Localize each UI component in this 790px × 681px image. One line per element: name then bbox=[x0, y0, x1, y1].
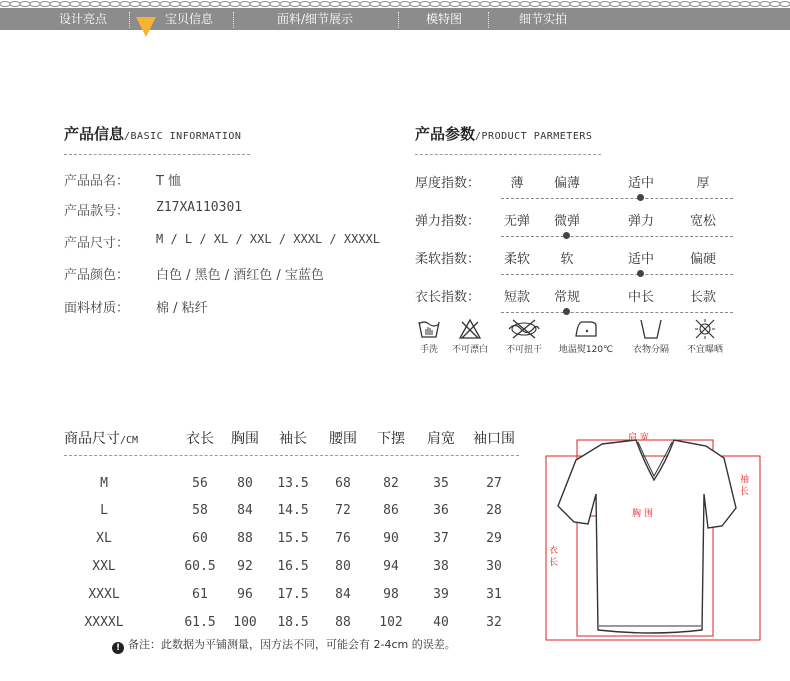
param-label: 柔软指数： bbox=[415, 252, 481, 267]
size-cell: 37 bbox=[433, 531, 449, 546]
param-scale-line bbox=[501, 198, 733, 199]
nav-strip bbox=[0, 8, 790, 30]
no-bleach-icon bbox=[458, 318, 482, 340]
size-cell: 68 bbox=[335, 476, 351, 491]
care-label: 不宜曝晒 bbox=[686, 345, 723, 355]
no-sun-icon bbox=[693, 318, 717, 340]
size-cell: 18.5 bbox=[277, 615, 309, 630]
nav-separator bbox=[398, 12, 399, 28]
care-label: 不可漂白 bbox=[451, 345, 488, 355]
alert-icon: ! bbox=[112, 642, 124, 654]
no-wring-icon bbox=[507, 318, 541, 340]
param-label: 衣长指数： bbox=[415, 290, 481, 305]
nav-tab-design-highlights[interactable]: 设计亮点 bbox=[58, 12, 107, 26]
size-column-header: 腰围 bbox=[329, 431, 357, 447]
size-table-divider bbox=[64, 455, 519, 456]
size-column-header: 下摆 bbox=[377, 431, 405, 447]
size-cell: 16.5 bbox=[277, 559, 309, 574]
param-row bbox=[415, 248, 720, 284]
param-option: 软 bbox=[560, 252, 574, 267]
param-label: 弹力指数： bbox=[415, 214, 481, 229]
size-cell: 60 bbox=[192, 531, 208, 546]
param-option: 中长 bbox=[627, 290, 654, 305]
care-wash-separately bbox=[624, 318, 678, 355]
size-cell: 80 bbox=[335, 559, 351, 574]
param-selected-dot bbox=[637, 194, 644, 201]
size-cell: 80 bbox=[237, 476, 253, 491]
care-no-bleach bbox=[446, 318, 494, 355]
param-selected-dot bbox=[637, 270, 644, 277]
divider bbox=[64, 154, 250, 155]
size-cell: 72 bbox=[335, 503, 351, 518]
product-params-title bbox=[415, 123, 592, 144]
nav-tab-detail-photos[interactable]: 细节实拍 bbox=[518, 12, 567, 26]
size-cell: 31 bbox=[486, 587, 502, 602]
param-option: 偏薄 bbox=[553, 176, 580, 191]
param-option: 常规 bbox=[553, 290, 580, 305]
size-cell: 102 bbox=[379, 615, 403, 630]
size-cell: 29 bbox=[486, 531, 502, 546]
care-hand-wash bbox=[412, 318, 446, 355]
size-cell: 90 bbox=[383, 531, 399, 546]
size-column-header: 衣长 bbox=[186, 431, 214, 447]
size-cell: 98 bbox=[383, 587, 399, 602]
product-info-title-cn: 产品信息 bbox=[64, 125, 125, 143]
info-value-colors: 白色 / 黑色 / 酒红色 / 宝蓝色 bbox=[156, 268, 324, 283]
nav-tab-product-info[interactable]: 宝贝信息 bbox=[164, 12, 213, 26]
size-cell: 39 bbox=[433, 587, 449, 602]
nav-separator bbox=[488, 12, 489, 28]
care-label: 地温熨120℃ bbox=[558, 345, 614, 355]
size-column-header: 袖口围 bbox=[473, 431, 515, 447]
size-cell: 32 bbox=[486, 615, 502, 630]
param-row bbox=[415, 210, 720, 246]
param-row bbox=[415, 172, 720, 208]
nav-tab-model-photos[interactable]: 模特图 bbox=[425, 12, 462, 26]
size-cell: 30 bbox=[486, 559, 502, 574]
size-row-label: XL bbox=[96, 531, 112, 546]
info-label-sizes: 产品尺寸： bbox=[64, 236, 130, 251]
info-value-material: 棉 / 粘纤 bbox=[156, 301, 208, 316]
size-cell: 35 bbox=[433, 476, 449, 491]
size-cell: 15.5 bbox=[277, 531, 309, 546]
size-cell: 13.5 bbox=[277, 476, 309, 491]
param-selected-dot bbox=[563, 308, 570, 315]
diagram-label-sleeve: 袖长 bbox=[740, 475, 750, 497]
diagram-label-length: 衣长 bbox=[549, 546, 559, 568]
param-scale-line bbox=[501, 312, 733, 313]
size-cell: 86 bbox=[383, 503, 399, 518]
divider bbox=[415, 154, 601, 155]
care-label: 衣物分隔 bbox=[632, 345, 669, 355]
param-option: 偏硬 bbox=[689, 252, 716, 267]
param-scale-line bbox=[501, 236, 733, 237]
size-column-header: 袖长 bbox=[279, 431, 307, 447]
size-cell: 82 bbox=[383, 476, 399, 491]
size-cell: 61.5 bbox=[184, 615, 216, 630]
size-cell: 40 bbox=[433, 615, 449, 630]
care-label: 手洗 bbox=[419, 345, 438, 355]
active-nav-marker bbox=[136, 17, 156, 37]
product-info-title bbox=[64, 123, 241, 144]
chain-border-decoration bbox=[0, 0, 790, 8]
care-no-sun bbox=[680, 318, 730, 355]
size-row-label: M bbox=[100, 476, 108, 491]
size-cell: 28 bbox=[486, 503, 502, 518]
size-cell: 61 bbox=[192, 587, 208, 602]
nav-separator bbox=[129, 12, 130, 28]
info-label-colors: 产品颜色： bbox=[64, 268, 130, 283]
param-option: 无弹 bbox=[503, 214, 530, 229]
param-option: 适中 bbox=[627, 252, 654, 267]
hand-wash-icon bbox=[417, 318, 441, 340]
size-cell: 94 bbox=[383, 559, 399, 574]
size-cell: 88 bbox=[335, 615, 351, 630]
size-cell: 58 bbox=[192, 503, 208, 518]
param-option: 宽松 bbox=[689, 214, 716, 229]
nav-separator bbox=[233, 12, 234, 28]
low-iron-icon bbox=[572, 318, 600, 340]
size-table-unit: /CM bbox=[120, 435, 139, 446]
size-cell: 38 bbox=[433, 559, 449, 574]
param-scale-line bbox=[501, 274, 733, 275]
wash-separately-icon bbox=[638, 318, 664, 340]
size-note bbox=[112, 636, 456, 654]
size-cell: 27 bbox=[486, 476, 502, 491]
param-selected-dot bbox=[563, 232, 570, 239]
size-row-label: L bbox=[100, 503, 108, 518]
care-label: 不可扭干 bbox=[505, 345, 542, 355]
param-option: 柔软 bbox=[503, 252, 530, 267]
info-label-name: 产品品名： bbox=[64, 174, 130, 189]
size-cell: 36 bbox=[433, 503, 449, 518]
size-cell: 76 bbox=[335, 531, 351, 546]
size-cell: 17.5 bbox=[277, 587, 309, 602]
size-cell: 88 bbox=[237, 531, 253, 546]
param-option: 适中 bbox=[627, 176, 654, 191]
care-low-iron bbox=[552, 318, 620, 355]
size-row-label: XXL bbox=[92, 559, 116, 574]
product-info-title-en: /BASIC INFORMATION bbox=[124, 131, 242, 142]
param-label: 厚度指数： bbox=[415, 176, 481, 191]
diagram-label-chest: 胸围 bbox=[632, 509, 657, 519]
info-label-material: 面料材质： bbox=[64, 301, 130, 316]
product-params-title-cn: 产品参数 bbox=[415, 125, 476, 143]
care-no-wring bbox=[499, 318, 549, 355]
info-value-sizes: M / L / XL / XXL / XXXL / XXXXL bbox=[156, 232, 380, 246]
size-table-title bbox=[64, 428, 138, 448]
size-row-label: XXXXL bbox=[84, 615, 124, 630]
param-row bbox=[415, 286, 720, 322]
diagram-label-shoulder: 肩宽 bbox=[628, 433, 653, 443]
size-cell: 14.5 bbox=[277, 503, 309, 518]
size-column-header: 胸围 bbox=[231, 431, 259, 447]
product-params-title-en: /PRODUCT PARMETERS bbox=[475, 131, 593, 142]
size-row-label: XXXL bbox=[88, 587, 120, 602]
size-cell: 60.5 bbox=[184, 559, 216, 574]
info-label-style-no: 产品款号： bbox=[64, 204, 130, 219]
size-cell: 56 bbox=[192, 476, 208, 491]
size-cell: 84 bbox=[335, 587, 351, 602]
nav-tab-fabric-details[interactable]: 面料/细节展示 bbox=[276, 12, 354, 26]
param-option: 厚 bbox=[696, 176, 710, 191]
info-value-style-no: Z17XA110301 bbox=[156, 200, 243, 215]
size-cell: 96 bbox=[237, 587, 253, 602]
size-note-text: 备注：此数据为平铺测量，因方法不同，可能会有 2-4cm 的误差。 bbox=[128, 638, 456, 651]
param-option: 弹力 bbox=[627, 214, 654, 229]
tshirt-measurement-diagram bbox=[540, 428, 768, 650]
param-option: 薄 bbox=[510, 176, 524, 191]
param-option: 微弹 bbox=[553, 214, 580, 229]
size-cell: 100 bbox=[233, 615, 257, 630]
tshirt-outline bbox=[558, 440, 736, 633]
size-column-header: 肩宽 bbox=[427, 431, 455, 447]
size-table-title-cn: 商品尺寸 bbox=[64, 431, 120, 447]
size-cell: 84 bbox=[237, 503, 253, 518]
info-value-name: T 恤 bbox=[156, 174, 182, 189]
size-cell: 92 bbox=[237, 559, 253, 574]
param-option: 短款 bbox=[503, 290, 530, 305]
param-option: 长款 bbox=[689, 290, 716, 305]
top-nav-bar bbox=[0, 0, 790, 30]
